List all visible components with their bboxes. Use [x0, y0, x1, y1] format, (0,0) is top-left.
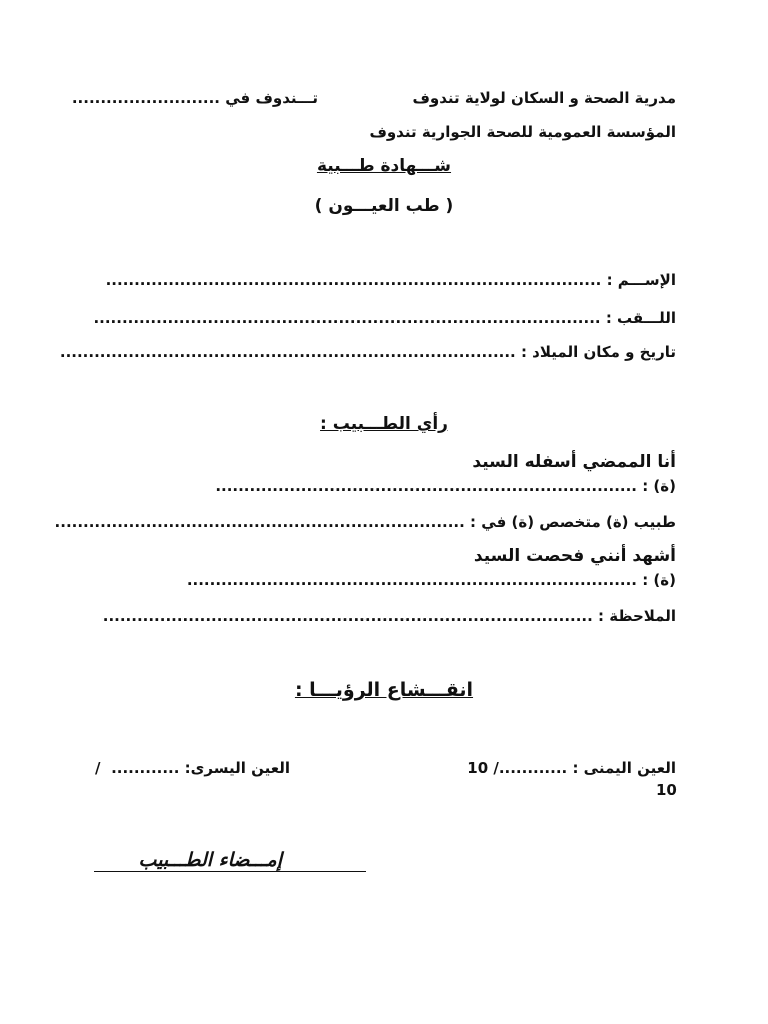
remark-field: الملاحظة : ......................................................................................	[102, 607, 676, 625]
right-eye-field: العين اليمنى : ............/ 10	[467, 759, 676, 777]
document-title: شـــهادة طـــبية	[316, 156, 452, 176]
doctor-signature-label: إمـــضاء الطـــبيب	[94, 848, 366, 872]
certify-text: أشهد أنني فحصت السيد	[473, 546, 676, 566]
doctor-opinion-heading: رأي الطـــبيب :	[320, 414, 448, 434]
directorate-line: مدرية الصحة و السكان لولاية تندوف	[412, 89, 676, 107]
signed-below-text: أنا الممضي أسفله السيد	[472, 452, 676, 472]
doctor-name-field: (ة) : ..........................................................................	[215, 477, 676, 495]
examined-patient-field: (ة) : ...............................................................................	[186, 571, 676, 589]
right-eye-wrap: 10	[656, 781, 677, 799]
document-subtitle: ( طب العيـــون )	[314, 196, 454, 216]
surname-field: اللـــقب : .........................................................................................	[93, 309, 676, 327]
specialist-field: طبيب (ة) متخصص (ة) في : ........................................................................	[54, 513, 676, 531]
left-eye-slash: /	[95, 759, 101, 777]
birth-date-place-field: تاريخ و مكان الميلاد : ................................................................................	[59, 343, 676, 361]
left-eye-field: العين اليسرى: ............	[111, 759, 290, 777]
vision-heading: انقـــشاع الرؤيـــا :	[294, 679, 474, 701]
institution-line: المؤسسة العمومية للصحة الجوارية تندوف	[369, 123, 676, 141]
city-date-line: تـــندوف في ..........................	[71, 89, 318, 107]
name-field: الإســـم : .......................................................................................	[105, 271, 676, 289]
